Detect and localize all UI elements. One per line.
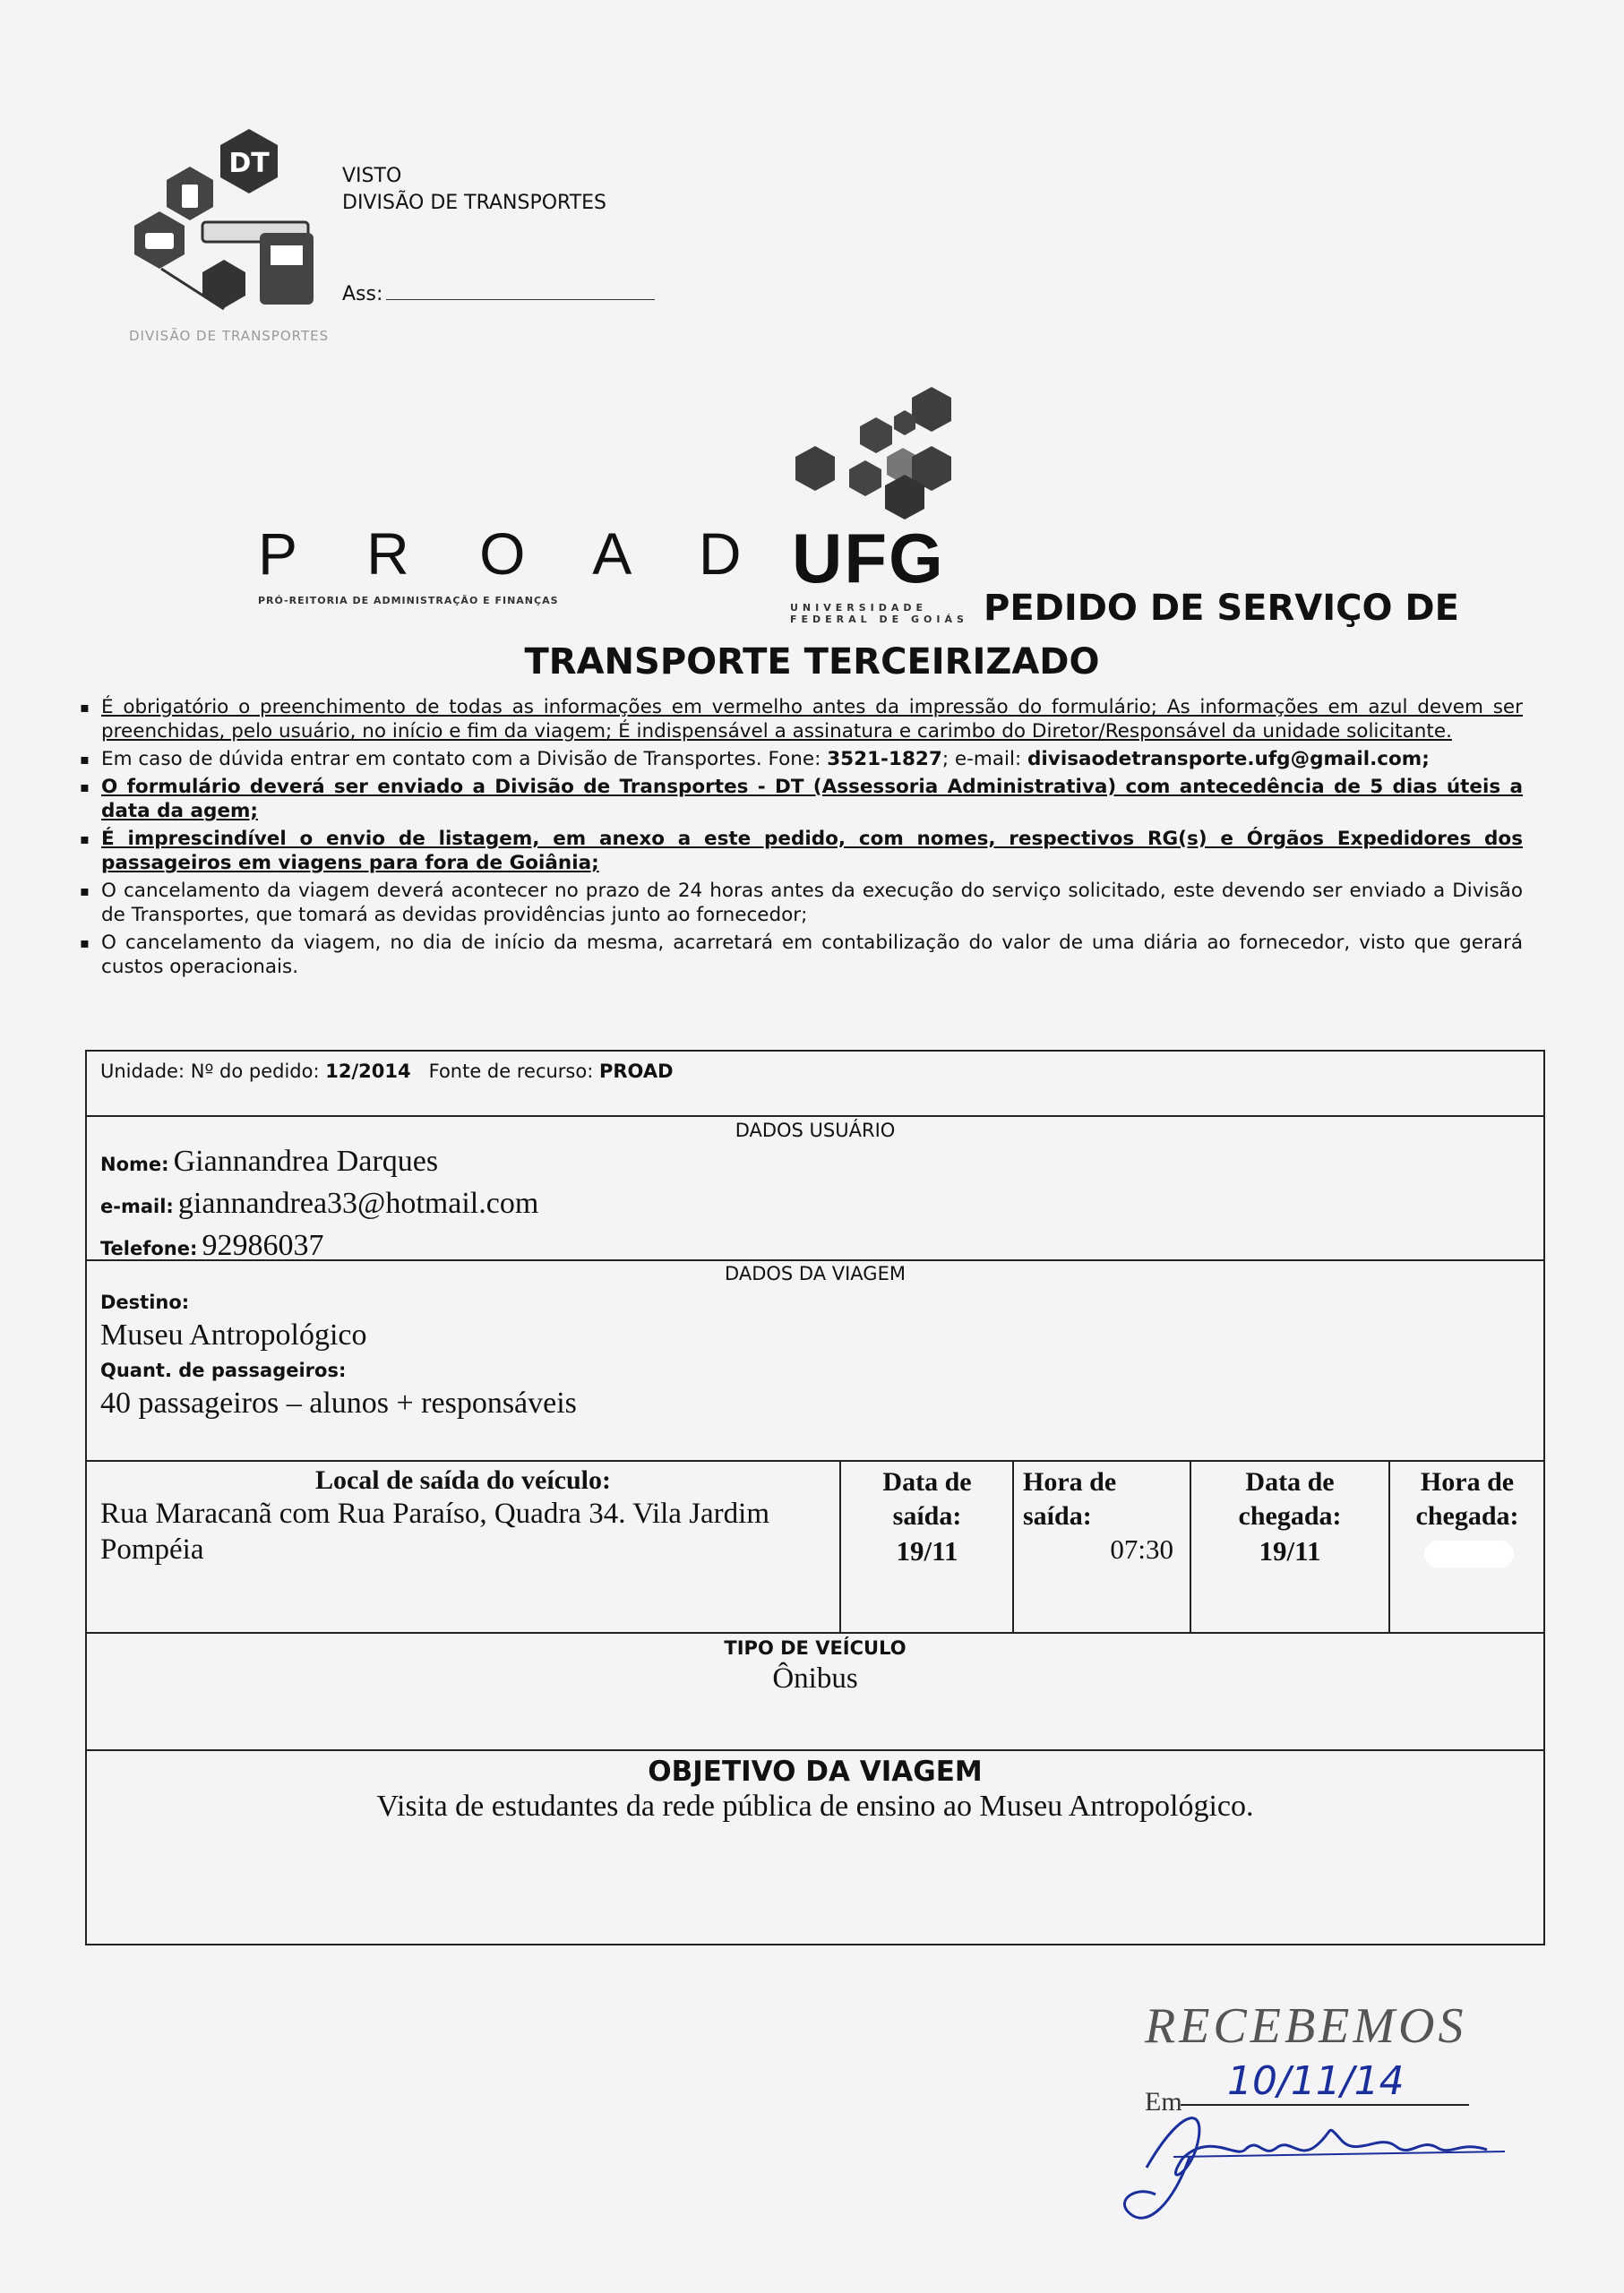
proad-subtitle: PRÓ-REITORIA DE ADMINISTRAÇÃO E FINANÇAS bbox=[258, 595, 559, 606]
phone-number: 3521-1827 bbox=[827, 748, 942, 770]
table-border bbox=[1190, 1460, 1191, 1632]
pedido-value: 12/2014 bbox=[325, 1061, 411, 1082]
objetivo-value: Visita de estudantes da rede pública de ensino ao Museu Antropológico. bbox=[376, 1790, 1254, 1823]
unidade-row bbox=[100, 1061, 674, 1082]
telefone-value: 92986037 bbox=[202, 1229, 324, 1262]
form-title-line2: TRANSPORTE TERCEIRIZADO bbox=[524, 641, 1100, 683]
table-border bbox=[85, 1115, 1545, 1117]
divisao-label: DIVISÃO DE TRANSPORTES bbox=[342, 192, 607, 214]
dados-viagem-heading: DADOS DA VIAGEM bbox=[725, 1263, 906, 1284]
local-saida-value: Rua Maracanã com Rua Paraíso, Quadra 34. Vila Jardim Pompéia bbox=[100, 1498, 770, 1566]
quant-label: Quant. de passageiros: bbox=[100, 1360, 347, 1381]
table-border bbox=[839, 1460, 841, 1632]
ufg-logo: UFG bbox=[792, 519, 945, 597]
ufg-subtitle-line1: UNIVERSIDADE bbox=[790, 602, 928, 614]
hora-saida-value: 07:30 bbox=[1110, 1533, 1173, 1565]
quant-value: 40 passageiros – alunos + responsáveis bbox=[100, 1387, 577, 1420]
table-border bbox=[85, 1050, 1545, 1052]
proad-logo: P R O A D bbox=[258, 520, 769, 587]
instruction-item: ▪ É imprescindível o envio de listagem, em anexo a este pedido, com nomes, respectivos RG(s) e Órgãos Expedidores dos passageiros em viagens para fora de Goiânia; bbox=[85, 827, 1523, 875]
nome-label: Nome: bbox=[100, 1154, 169, 1175]
destino-value: Museu Antropológico bbox=[100, 1318, 367, 1352]
data-saida-value: 19/11 bbox=[896, 1535, 958, 1567]
email-value: giannandrea33@hotmail.com bbox=[177, 1187, 539, 1220]
ufg-subtitle-line2: FEDERAL DE GOIÁS bbox=[790, 614, 968, 625]
data-chegada-label: Data de chegada: bbox=[1238, 1467, 1342, 1531]
instruction-text: ; e-mail: bbox=[941, 748, 1028, 770]
dt-logo bbox=[125, 125, 340, 358]
dados-usuario-heading: DADOS USUÁRIO bbox=[735, 1120, 896, 1141]
table-border bbox=[85, 1460, 1545, 1462]
instruction-item: ▪ O formulário deverá ser enviado a Divisão de Transportes - DT (Assessoria Administrativa) com antecedência de 5 dias úteis a data da agem; bbox=[85, 775, 1523, 823]
instruction-item: ▪ O cancelamento da viagem, no dia de início da mesma, acarretará em contabilização do valor de uma diária ao fornecedor, visto que gerará custos operacionais. bbox=[85, 931, 1523, 979]
email-label: e-mail: bbox=[100, 1196, 174, 1217]
fonte-label: Fonte de recurso: bbox=[428, 1061, 594, 1082]
email-address: divisaodetransporte.ufg@gmail.com; bbox=[1027, 748, 1430, 770]
signature-line bbox=[386, 299, 655, 300]
data-saida-label: Data de saída: bbox=[882, 1467, 972, 1531]
unidade-label: Unidade: bbox=[100, 1061, 185, 1082]
visto-label: VISTO bbox=[342, 165, 402, 187]
table-border bbox=[1012, 1460, 1014, 1632]
pedido-label: Nº do pedido: bbox=[190, 1061, 320, 1082]
user-data-block bbox=[100, 1143, 538, 1269]
table-border bbox=[1388, 1460, 1390, 1632]
fonte-value: PROAD bbox=[599, 1061, 674, 1082]
ass-label: Ass: bbox=[342, 283, 383, 305]
ufg-subtitle bbox=[790, 602, 968, 625]
nome-value: Giannandrea Darques bbox=[173, 1145, 439, 1178]
instruction-item bbox=[85, 747, 1523, 771]
dt-caption: DIVISÃO DE TRANSPORTES bbox=[129, 328, 330, 344]
stamp-em-label: Em bbox=[1145, 2087, 1182, 2117]
table-border bbox=[85, 1749, 1545, 1751]
signature-field bbox=[342, 283, 655, 305]
tipo-veiculo-heading: TIPO DE VEÍCULO bbox=[724, 1637, 907, 1659]
tipo-veiculo-value: Ônibus bbox=[772, 1662, 858, 1695]
stamp-date: 10/11/14 bbox=[1227, 2058, 1405, 2104]
correction-mark bbox=[1424, 1541, 1514, 1567]
hora-saida-label: Hora de saída: bbox=[1023, 1467, 1117, 1531]
svg-text:DT: DT bbox=[228, 148, 270, 179]
instructions-list bbox=[85, 695, 1523, 979]
destino-label: Destino: bbox=[100, 1292, 190, 1313]
instruction-item: ▪ O cancelamento da viagem deverá acontecer no prazo de 24 horas antes da execução do serviço solicitado, este devendo ser enviado a Divisão de Transportes, que tomará as devidas providências junto ao fornecedor; bbox=[85, 879, 1523, 927]
handwritten-signature bbox=[1111, 2051, 1523, 2230]
hora-chegada-label: Hora de chegada: bbox=[1415, 1467, 1519, 1531]
data-chegada-value: 19/11 bbox=[1259, 1535, 1321, 1567]
instruction-text: Em caso de dúvida entrar em contato com a Divisão de Transportes. Fone: bbox=[101, 748, 828, 770]
table-border bbox=[85, 1632, 1545, 1634]
objetivo-heading: OBJETIVO DA VIAGEM bbox=[648, 1756, 983, 1788]
telefone-label: Telefone: bbox=[100, 1238, 198, 1259]
ufg-hexagon-logo bbox=[788, 385, 985, 520]
table-border bbox=[85, 1944, 1545, 1945]
received-stamp: RECEBEMOS bbox=[1145, 1998, 1467, 2054]
local-saida-label: Local de saída do veículo: bbox=[314, 1465, 611, 1495]
form-title-line1: PEDIDO DE SERVIÇO DE bbox=[984, 588, 1459, 629]
instruction-item: ▪ É obrigatório o preenchimento de todas as informações em vermelho antes da impressão do formulário; As informações em azul devem ser preenchidas, pelo usuário, no início e fim da viagem; É indispensável a assinatura e carimbo do Diretor/Responsável da unidade solicitante. bbox=[85, 695, 1523, 743]
visto-block bbox=[342, 163, 606, 217]
